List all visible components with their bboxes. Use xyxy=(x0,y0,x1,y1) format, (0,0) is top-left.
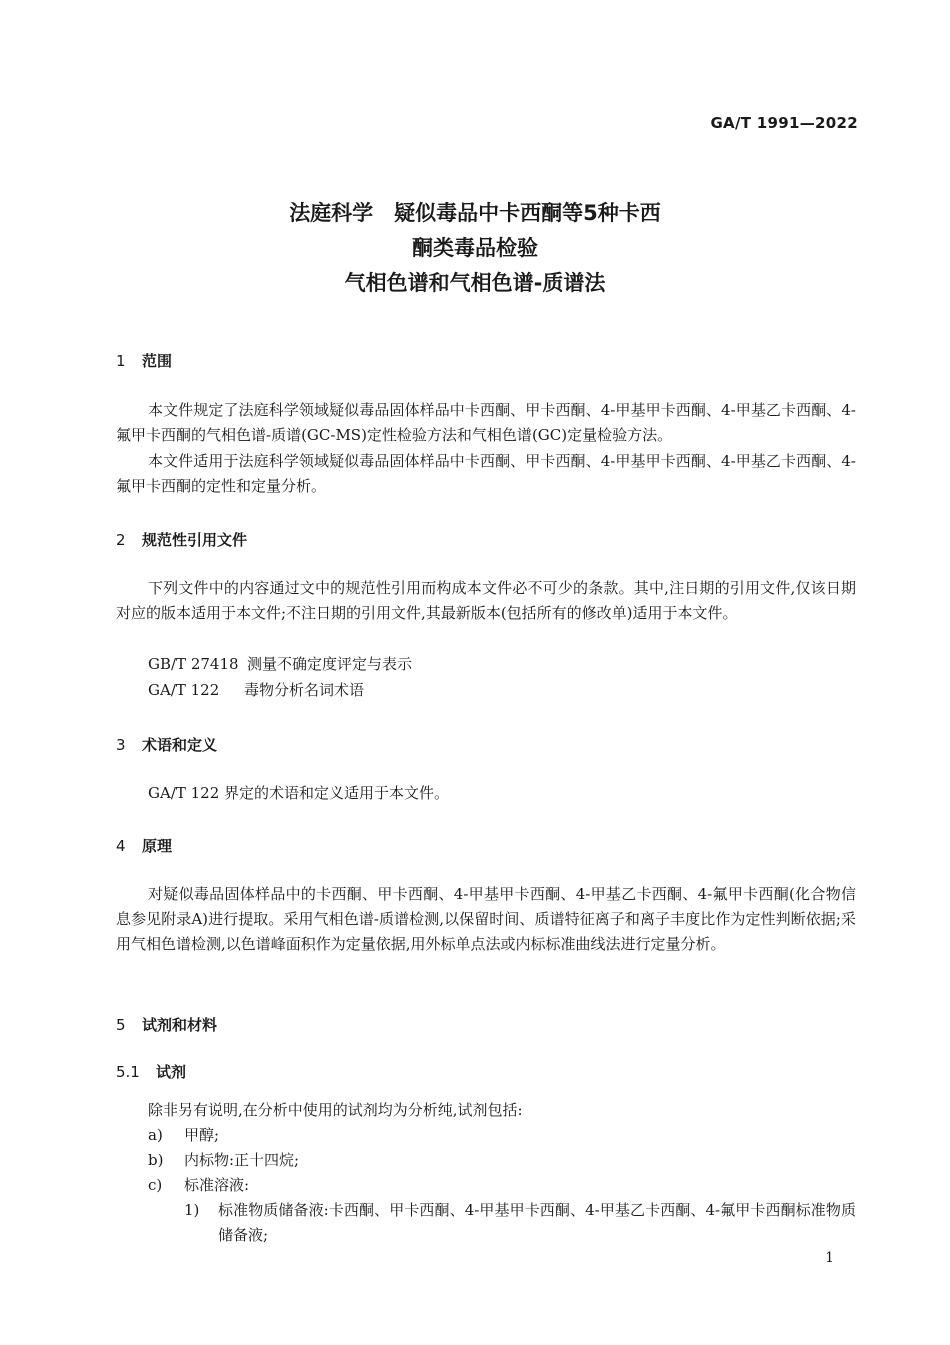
section-5-1-intro: 除非另有说明,在分析中使用的试剂均为分析纯,试剂包括: xyxy=(148,1101,523,1119)
section-1-heading xyxy=(116,350,172,371)
section-3-heading xyxy=(116,734,217,755)
normative-reference xyxy=(148,652,412,677)
section-title: 术语和定义 xyxy=(142,736,218,754)
list-marker: b) xyxy=(148,1151,164,1169)
title-line-1: 法庭科学 疑似毒品中卡西酮等5种卡西 xyxy=(289,201,661,225)
section-4-paragraph-1: 对疑似毒品固体样品中的卡西酮、甲卡西酮、4-甲基甲卡西酮、4-甲基乙卡西酮、4-氟甲卡西酮(化合物信息参见附录A)进行提取。采用气相色谱-质谱检测,以保留时间、质谱特征离子和离子丰度比作为定性判断依据;采用气相色谱检测,以色谱峰面积作为定量依据,用外标单点法或内标标准曲线法进行定量分析。 xyxy=(116,885,856,953)
section-4-heading xyxy=(116,835,172,856)
sub-list-marker: 1) xyxy=(184,1201,200,1219)
section-1-paragraph-1: 本文件规定了法庭科学领域疑似毒品固体样品中卡西酮、甲卡西酮、4-甲基甲卡西酮、4-甲基乙卡西酮、4-氟甲卡西酮的气相色谱-质谱(GC-MS)定性检验方法和气相色谱(GC)定量检验方法。 xyxy=(116,401,856,444)
list-item xyxy=(148,1123,219,1148)
section-title: 范围 xyxy=(142,352,173,370)
section-title: 原理 xyxy=(142,837,173,855)
list-marker: c) xyxy=(148,1176,163,1194)
sub-list-text: 标准物质储备液:卡西酮、甲卡西酮、4-甲基甲卡西酮、4-甲基乙卡西酮、4-氟甲卡西酮标准物质储备液; xyxy=(218,1201,856,1244)
list-item xyxy=(148,1148,299,1173)
section-number: 5 xyxy=(116,1016,126,1034)
section-number: 3 xyxy=(116,736,126,754)
section-5-heading xyxy=(116,1014,217,1035)
list-text: 标准溶液: xyxy=(184,1176,250,1194)
page-number: 1 xyxy=(825,1250,834,1266)
sub-list-item xyxy=(184,1198,856,1248)
section-number: 4 xyxy=(116,837,126,855)
list-text: 内标物:正十四烷; xyxy=(184,1151,300,1169)
reference-title: 测量不确定度评定与表示 xyxy=(247,655,413,673)
list-marker: a) xyxy=(148,1126,163,1144)
standard-code: GA/T 1991—2022 xyxy=(710,114,858,132)
section-5-1-heading xyxy=(116,1061,186,1082)
list-text: 甲醇; xyxy=(184,1126,220,1144)
section-title: 规范性引用文件 xyxy=(142,531,248,549)
section-number: 5.1 xyxy=(116,1063,140,1081)
section-number: 2 xyxy=(116,531,126,549)
section-title: 试剂 xyxy=(156,1063,187,1081)
section-1-paragraph-2: 本文件适用于法庭科学领域疑似毒品固体样品中卡西酮、甲卡西酮、4-甲基甲卡西酮、4-甲基乙卡西酮、4-氟甲卡西酮的定性和定量分析。 xyxy=(116,452,856,495)
section-title: 试剂和材料 xyxy=(142,1016,218,1034)
document-title xyxy=(0,196,950,301)
section-2-paragraph-1: 下列文件中的内容通过文中的规范性引用而构成本文件必不可少的条款。其中,注日期的引用文件,仅该日期对应的版本适用于本文件;不注日期的引用文件,其最新版本(包括所有的修改单)适用于本文件。 xyxy=(116,579,856,622)
section-number: 1 xyxy=(116,352,126,370)
reference-title: 毒物分析名词术语 xyxy=(244,681,365,699)
section-2-heading xyxy=(116,529,247,550)
normative-reference xyxy=(148,678,364,703)
title-line-3: 气相色谱和气相色谱-质谱法 xyxy=(344,271,606,295)
section-3-paragraph-1: GA/T 122 界定的术语和定义适用于本文件。 xyxy=(148,784,450,802)
reference-code: GA/T 122 xyxy=(148,681,220,699)
list-item xyxy=(148,1173,249,1198)
reference-code: GB/T 27418 xyxy=(148,655,239,673)
title-line-2: 酮类毒品检验 xyxy=(412,236,538,260)
